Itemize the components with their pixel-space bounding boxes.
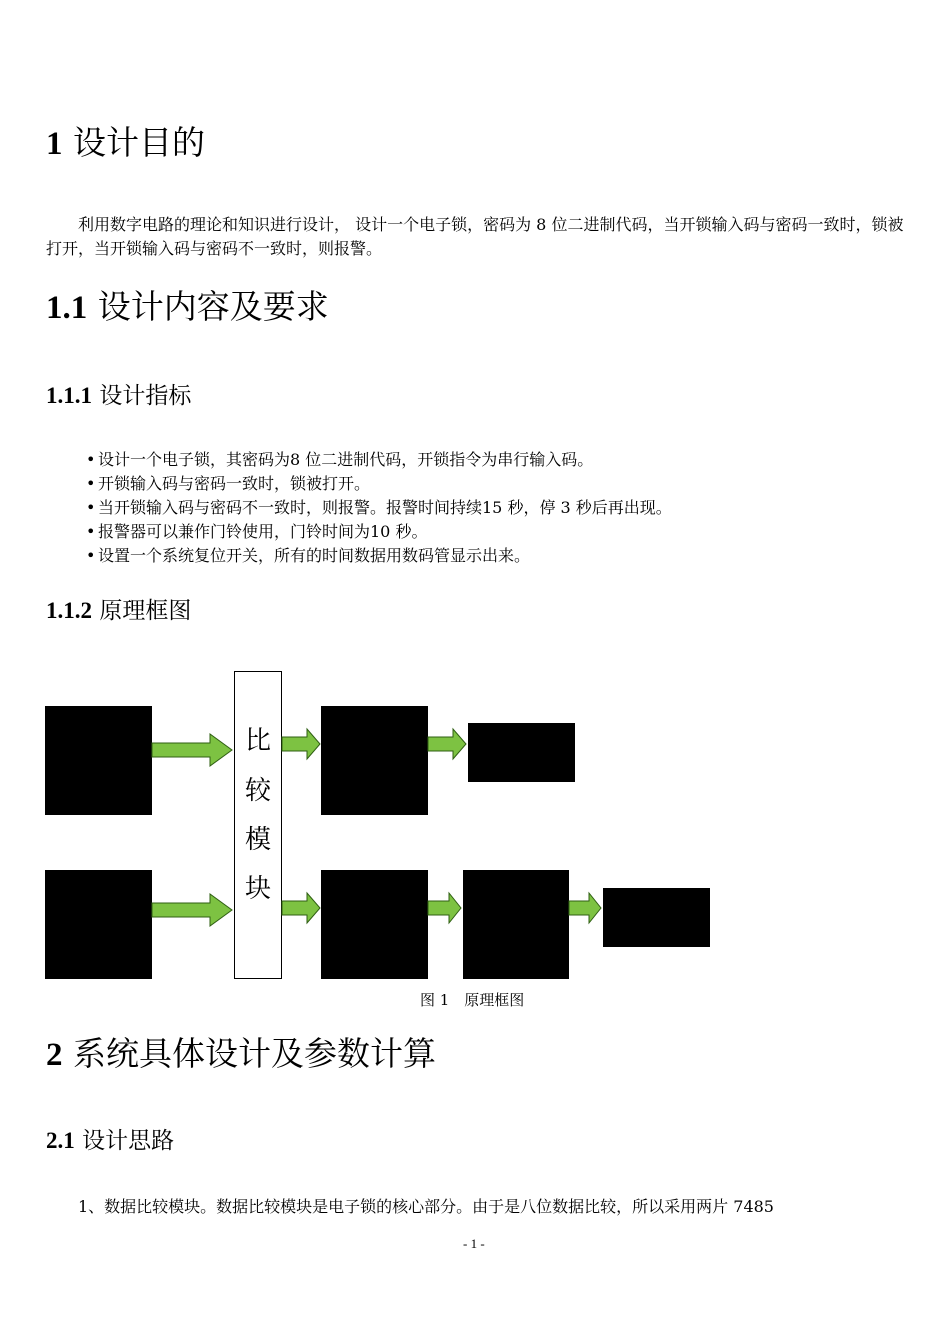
list-item-text: 当开锁输入码与密码不一致时，则报警。报警时间持续15 秒，停 3 秒后再出现。 (98, 498, 672, 517)
bullet-mark: • (86, 450, 96, 469)
output-block-bottom (321, 870, 428, 979)
heading-1-1-title: 设计内容及要求 (97, 287, 329, 326)
bullet-mark: • (86, 498, 96, 517)
heading-1-1-2-title: 原理框图 (99, 598, 192, 624)
compare-module-char: 模 (244, 825, 271, 855)
result-block-bottom (603, 888, 710, 947)
list-item (86, 496, 672, 520)
arrow-icon (428, 893, 463, 923)
output-block-top (321, 706, 428, 815)
result-block-top (468, 723, 575, 782)
bullet-mark: • (86, 522, 96, 541)
list-item (86, 520, 672, 544)
arrow-icon (282, 893, 321, 923)
heading-1-number: 1 (46, 126, 63, 162)
compare-module-char: 比 (244, 726, 271, 756)
heading-1 (46, 123, 205, 164)
list-item-text: 设计一个电子锁，其密码为8 位二进制代码，开锁指令为串行输入码。 (98, 450, 594, 469)
arrow-icon (569, 893, 603, 923)
purpose-paragraph: 利用数字电路的理论和知识进行设计， 设计一个电子锁，密码为 8 位二进制代码，当开锁输入码与密码一致时，锁被打开，当开锁输入码与密码不一致时，则报警。 (46, 215, 904, 258)
heading-2-number: 2 (46, 1037, 63, 1073)
figure-caption: 图 1 原理框图 (420, 991, 525, 1009)
input-block-bottom (45, 870, 152, 979)
heading-1-1-2-number: 1.1.2 (46, 598, 92, 623)
heading-2-1-title: 设计思路 (82, 1128, 175, 1154)
heading-1-1-1 (46, 381, 191, 411)
input-block-top (45, 706, 152, 815)
arrow-icon (152, 894, 234, 926)
compare-module-char: 块 (244, 874, 271, 904)
list-item (86, 544, 672, 568)
heading-2-title: 系统具体设计及参数计算 (73, 1034, 436, 1073)
compare-module-char: 较 (244, 776, 271, 806)
compare-module-box (234, 671, 282, 979)
heading-1-1-2 (46, 596, 191, 626)
list-item (86, 472, 672, 496)
list-item (86, 448, 672, 472)
heading-1-1 (46, 287, 329, 328)
heading-2 (46, 1034, 436, 1075)
heading-2-1-number: 2.1 (46, 1128, 75, 1153)
heading-1-1-1-number: 1.1.1 (46, 383, 92, 408)
requirements-list (86, 448, 672, 568)
middle-block-bottom (463, 870, 569, 979)
bullet-mark: • (86, 474, 96, 493)
page-number: - 1 - (463, 1236, 485, 1251)
arrow-icon (152, 734, 234, 766)
bullet-mark: • (86, 546, 96, 565)
design-idea-paragraph: 1、数据比较模块。数据比较模块是电子锁的核心部分。由于是八位数据比较，所以采用两片 7485 (78, 1197, 774, 1216)
arrow-icon (428, 729, 468, 759)
list-item-text: 开锁输入码与密码一致时，锁被打开。 (98, 474, 371, 493)
list-item-text: 报警器可以兼作门铃使用，门铃时间为10 秒。 (98, 522, 428, 541)
heading-1-1-1-title: 设计指标 (99, 383, 192, 409)
heading-2-1 (46, 1126, 174, 1156)
list-item-text: 设置一个系统复位开关，所有的时间数据用数码管显示出来。 (98, 546, 531, 565)
heading-1-title: 设计目的 (73, 123, 205, 162)
heading-1-1-number: 1.1 (46, 290, 88, 326)
arrow-icon (282, 729, 321, 759)
